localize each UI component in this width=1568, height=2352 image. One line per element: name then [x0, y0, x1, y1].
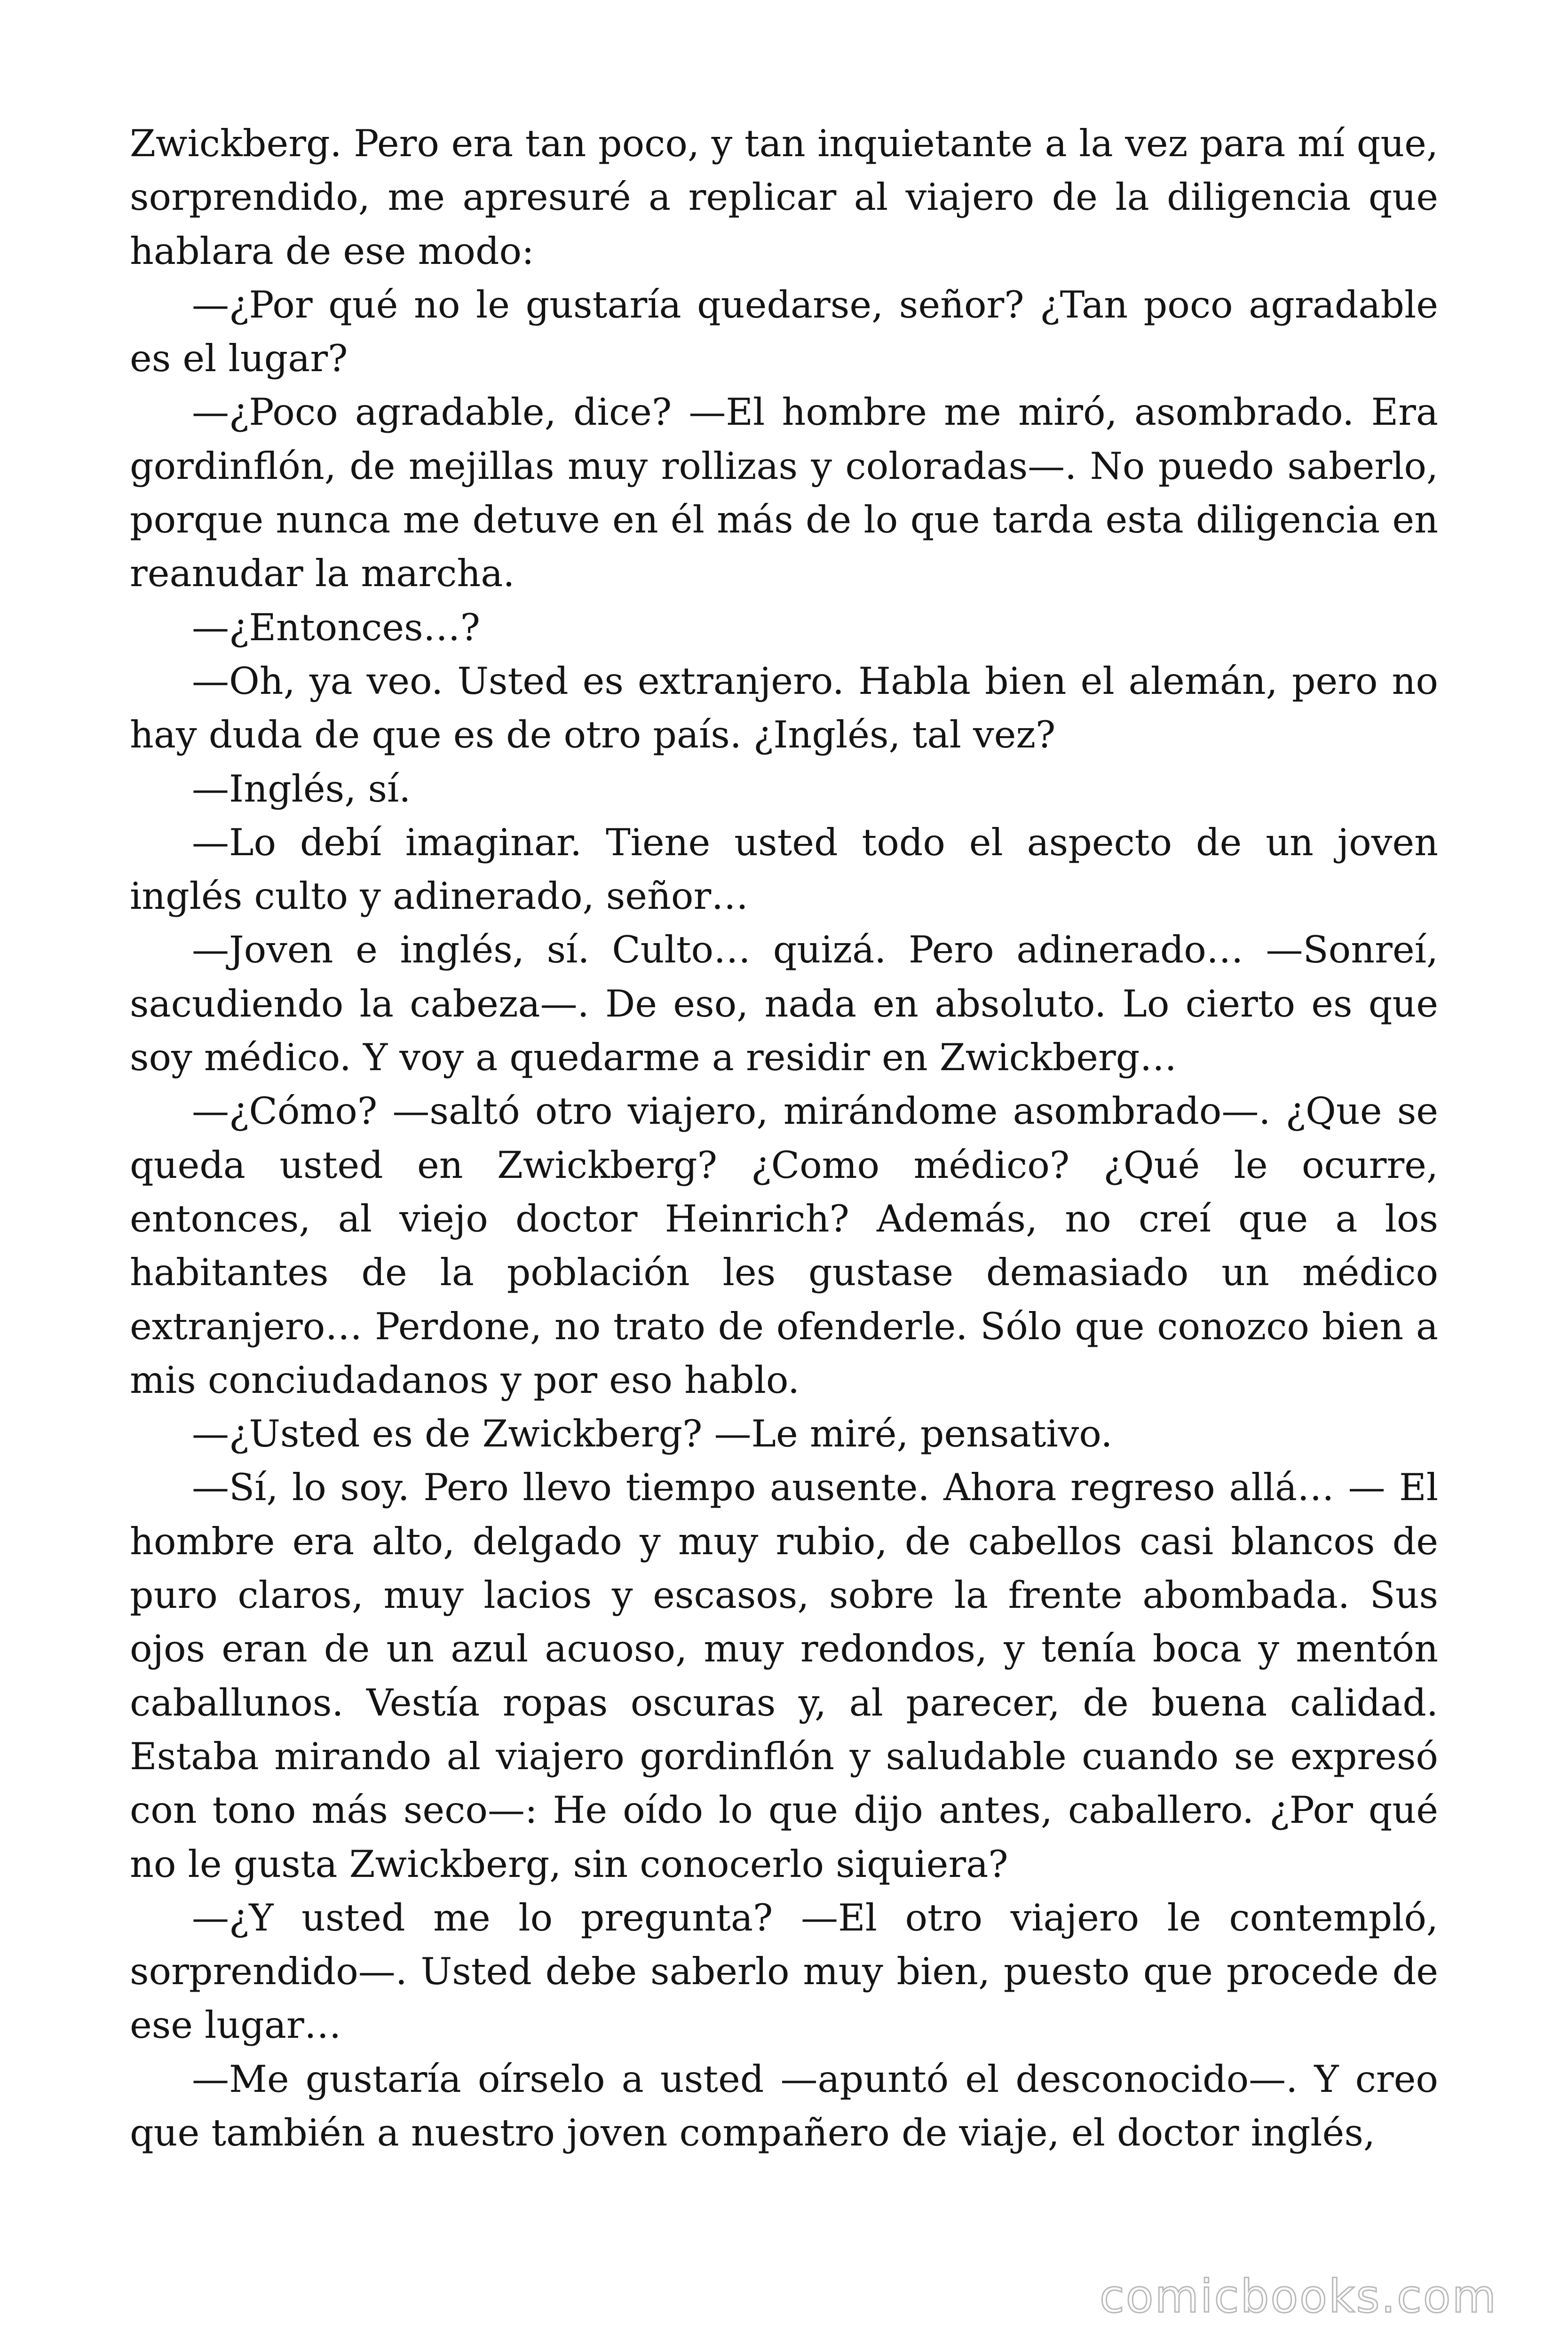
- paragraph-7: —Lo debí imaginar. Tiene usted todo el aspecto de un joven inglés culto y adinerado, señor…: [130, 820, 1438, 918]
- paragraph-1: Zwickberg. Pero era tan poco, y tan inquietante a la vez para mí que, sorprendido, me apresuré a replicar al viajero de la diligencia que hablara de ese modo:: [130, 122, 1438, 273]
- paragraph-6: —Inglés, sí.: [192, 767, 411, 810]
- paragraph-8: —Joven e inglés, sí. Culto… quizá. Pero adinerado… —Sonreí, sacudiendo la cabeza—. De eso, nada en absoluto. Lo cierto es que soy médico. Y voy a quedarme a residir en Zwickberg…: [130, 928, 1438, 1080]
- paragraph-2: —¿Por qué no le gustaría quedarse, señor? ¿Tan poco agradable es el lugar?: [130, 283, 1438, 381]
- body-text: [130, 117, 1438, 2160]
- paragraph-13: —Me gustaría oírselo a usted —apuntó el desconocido—. Y creo que también a nuestro joven compañero de viaje, el doctor inglés,: [130, 2057, 1438, 2154]
- paragraph-3: —¿Poco agradable, dice? —El hombre me miró, asombrado. Era gordinflón, de mejillas muy rollizas y coloradas—. No puedo saberlo, porque nunca me detuve en él más de lo que tarda esta diligencia en reanudar la marcha.: [130, 390, 1438, 596]
- paragraph-5: —Oh, ya veo. Usted es extranjero. Habla bien el alemán, pero no hay duda de que es de otro país. ¿Inglés, tal vez?: [130, 659, 1438, 757]
- paragraph-12: —¿Y usted me lo pregunta? —El otro viajero le contempló, sorprendido—. Usted debe saberlo muy bien, puesto que procede de ese lugar…: [130, 1896, 1438, 2047]
- paragraph-9: —¿Cómo? —saltó otro viajero, mirándome asombrado—. ¿Que se queda usted en Zwickberg? ¿Como médico? ¿Qué le ocurre, entonces, al viejo doctor Heinrich? Además, no creí que a los habitantes de la población les gustase demasiado un médico extranjero… Perdone, no trato de ofenderle. Sólo que conozco bien a mis conciudadanos y por eso hablo.: [130, 1089, 1438, 1402]
- paragraph-4: —¿Entonces…?: [192, 605, 480, 649]
- paragraph-10: —¿Usted es de Zwickberg? —Le miré, pensativo.: [192, 1412, 1113, 1456]
- paragraph-11: —Sí, lo soy. Pero llevo tiempo ausente. Ahora regreso allá… — El hombre era alto, delgado y muy rubio, de cabellos casi blancos de puro claros, muy lacios y escasos, sobre la frente abombada. Sus ojos eran de un azul acuoso, muy redondos, y tenía boca y mentón caballunos. Vestía ropas oscuras y, al parecer, de buena calidad. Estaba mirando al viajero gordinflón y saludable cuando se expresó con tono más seco—: He oído lo que dijo antes, caballero. ¿Por qué no le gusta Zwickberg, sin conocerlo siquiera?: [130, 1466, 1438, 1886]
- watermark: comicbooks.com: [1099, 2270, 1497, 2323]
